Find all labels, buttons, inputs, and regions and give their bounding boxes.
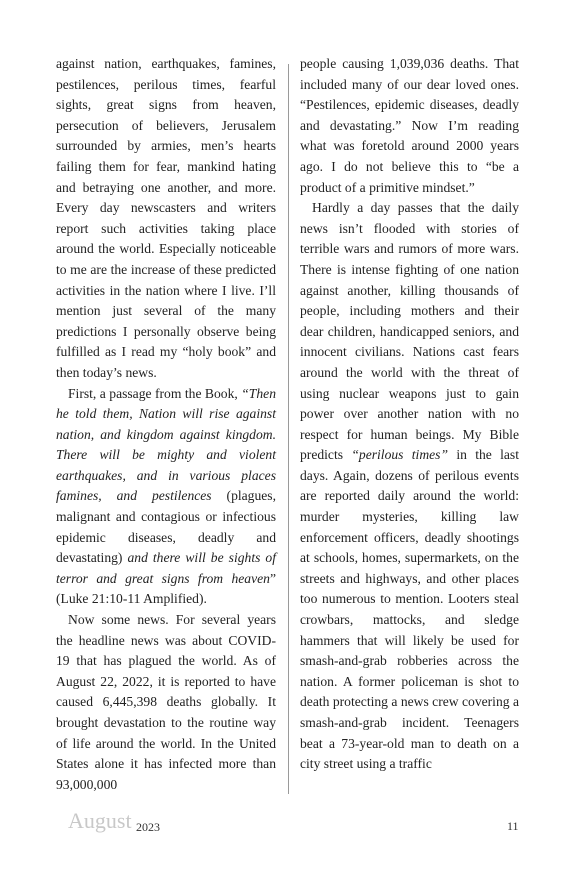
right-column (300, 54, 519, 775)
left-paragraph-3: Now some news. For several years the headline news was about COVID-19 that has plagued the world. As of August 22, 2022, it is reported to have caused 6,445,398 deaths globally. It brought devastation to the routine way of life around the world. In the United States alone it has infected more than 93,000,000 (56, 612, 276, 792)
footer-year: 2023 (136, 820, 160, 834)
left-paragraph-1: against nation, earthquakes, famines, pestilences, perilous times, fearful sights, great signs from heaven, persecution of believers, Jerusalem surrounded by armies, men’s hearts failing them for fear, mankind hating and betraying one another, and more. Every day newscasters and writers report such activities taking place around the world. Especially noticeable to me are the increase of these predicted activities in the nation where I live. I’ll mention just several of the many predictions I personally observe being fulfilled as I read my “holy book” and then today’s news. (56, 56, 276, 380)
left-column (56, 54, 276, 795)
right-paragraph-2 (300, 198, 519, 775)
scripture-reference: ” (Luke 21:10-11 Amplified). (56, 570, 276, 607)
perilous-times-quote: “perilous times” (351, 447, 449, 463)
column-divider (288, 64, 289, 794)
right-paragraph-2-text: Hardly a day passes that the daily news isn’t flooded with stories of terrible wars and rumors of more wars. There is intense fighting of one nation against another, killing thousands of people, including mothers and their dear children, handicapped seniors, and innocent civilians. Nations cast fears around the world with the threat of using nuclear weapons just to gain power over another nation with no respect for human beings. My Bible predicts (300, 200, 519, 463)
page-number: 11 (507, 819, 519, 833)
right-paragraph-1: people causing 1,039,036 deaths. That included many of our dear loved ones. “Pestilences, epidemic diseases, deadly and devastating.” Now I’m reading what was foretold around 2000 years ago. I do not believe this to “be a product of a primitive mindset.” (300, 56, 519, 195)
left-paragraph-2 (56, 384, 276, 611)
scripture-quote-end: and there will be sights of terror and great signs from heaven (56, 550, 276, 586)
left-paragraph-2-intro: First, a passage from the Book, (68, 385, 242, 401)
scripture-parenthetical: (plagues, malignant and contagious or infectious epidemic diseases, deadly and devastating) (56, 488, 276, 566)
right-paragraph-2-rest: in the last days. Again, dozens of perilous events are reported daily around the world: murder mysteries, killing law enforcement officers, deadly shootings at schools, homes, supermarkets, on the streets and highways, and other places too numerous to mention. Looters steal crowbars, mattocks, and sledge hammers that will likely be used for smash-and-grab robberies across the nation. A former policeman is shot to death protecting a news crew covering a smash-and-grab incident. Teenagers beat a 73-year-old man to death on a city street using a traffic (300, 447, 519, 772)
scripture-quote: “Then he told them, Nation will rise against nation, and kingdom against kingdom. There will be mighty and violent earthquakes, and in various places famines, and pestilences (56, 385, 276, 504)
footer-month: August (68, 808, 132, 833)
